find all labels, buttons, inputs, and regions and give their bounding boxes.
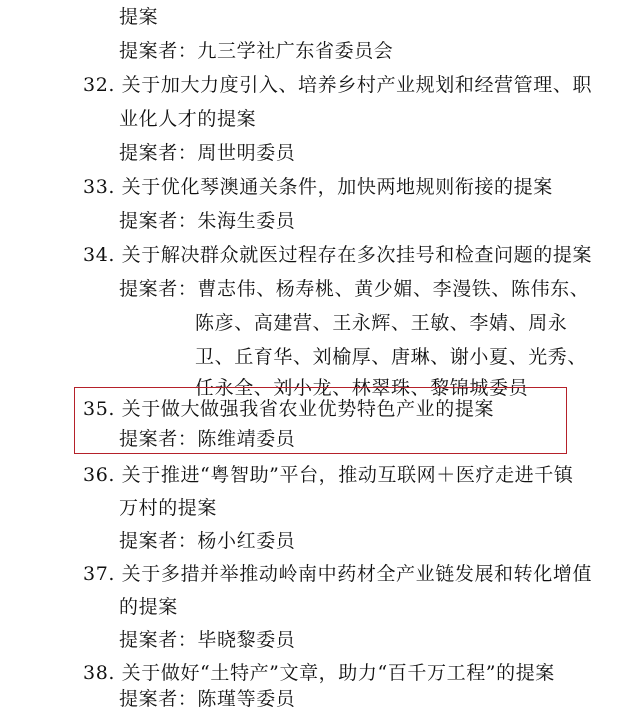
proposal-31-title-cont: 提案: [119, 6, 159, 28]
proposal-37-title: 37. 关于多措并举推动岭南中药材全产业链发展和转化增值: [83, 563, 593, 585]
proposal-38-proposer: 提案者：陈瑾等委员: [119, 688, 296, 710]
proposal-32-title: 32. 关于加大力度引入、培养乡村产业规划和经营管理、职: [83, 74, 593, 96]
proposal-34-proposer-cont-1: 陈彦、高建营、王永辉、王敏、李婧、周永: [195, 312, 568, 334]
proposal-35-title: 35. 关于做大做强我省农业优势特色产业的提案: [83, 398, 495, 420]
proposal-36-title: 36. 关于推进“粤智助”平台，推动互联网＋医疗走进千镇: [83, 464, 574, 486]
proposal-37-proposer: 提案者：毕晓黎委员: [119, 629, 296, 651]
proposal-35-proposer: 提案者：陈维靖委员: [119, 428, 296, 450]
proposal-32-proposer: 提案者：周世明委员: [119, 142, 296, 164]
proposal-38-title: 38. 关于做好“土特产”文章，助力“百千万工程”的提案: [83, 662, 555, 684]
proposal-32-title-cont: 业化人才的提案: [119, 108, 257, 130]
proposal-36-proposer: 提案者：杨小红委员: [119, 530, 296, 552]
proposal-33-proposer: 提案者：朱海生委员: [119, 210, 296, 232]
proposal-34-proposer: 提案者：曹志伟、杨寿桃、黄少媚、李漫铁、陈伟东、: [119, 278, 590, 300]
proposal-37-title-cont: 的提案: [119, 596, 178, 618]
proposal-34-proposer-cont-2: 卫、丘育华、刘榆厚、唐琳、谢小夏、光秀、: [195, 346, 588, 368]
proposal-34-proposer-cont-3: 任永全、刘小龙、林翠珠、黎锦城委员: [195, 377, 529, 399]
proposal-34-title: 34. 关于解决群众就医过程存在多次挂号和检查问题的提案: [83, 244, 593, 266]
proposal-36-title-cont: 万村的提案: [119, 497, 218, 519]
proposal-31-proposer: 提案者：九三学社广东省委员会: [119, 40, 394, 62]
proposal-33-title: 33. 关于优化琴澳通关条件，加快两地规则衔接的提案: [83, 176, 553, 198]
